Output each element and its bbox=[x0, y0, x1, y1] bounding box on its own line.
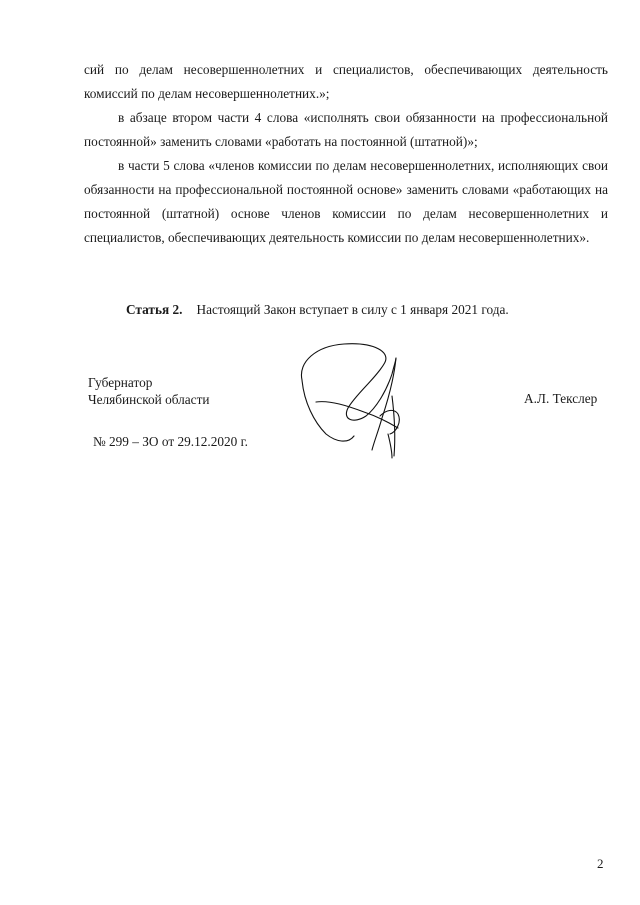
article-label: Статья 2. bbox=[126, 302, 183, 317]
handwritten-signature bbox=[296, 338, 420, 460]
paragraph-amendment-part-4: в абзаце втором части 4 слова «исполнять свои обязанности на профессиональной постоянной» заменить словами «работать на постоянной (штатной)»; bbox=[84, 110, 608, 149]
article-2 bbox=[126, 300, 509, 320]
paragraph-continuation: сий по делам несовершеннолетних и специалистов, обеспечивающих деятельность комиссий по делам несовершеннолетних.»; bbox=[84, 62, 608, 101]
signatory-title-line1: Губернатор bbox=[88, 375, 153, 390]
signatory-name: А.Л. Текслер bbox=[524, 391, 598, 406]
signatory-title bbox=[88, 374, 210, 408]
article-text: Настоящий Закон вступает в силу с 1 января 2021 года. bbox=[196, 302, 509, 317]
page-number: 2 bbox=[597, 856, 604, 871]
law-number-and-date: № 299 – ЗО от 29.12.2020 г. bbox=[93, 434, 248, 449]
paragraph-amendment-part-5: в части 5 слова «членов комиссии по делам несовершеннолетних, исполняющих свои обязанности на профессиональной постоянной основе» заменить словами «работающих на постоянной (штатной) основе членов комиссии по делам несовершеннолетних и специалистов, обеспечивающих деятельность комиссии по делам несовершеннолетних». bbox=[84, 158, 608, 245]
document-body bbox=[84, 58, 608, 250]
signatory-title-line2: Челябинской области bbox=[88, 392, 210, 407]
